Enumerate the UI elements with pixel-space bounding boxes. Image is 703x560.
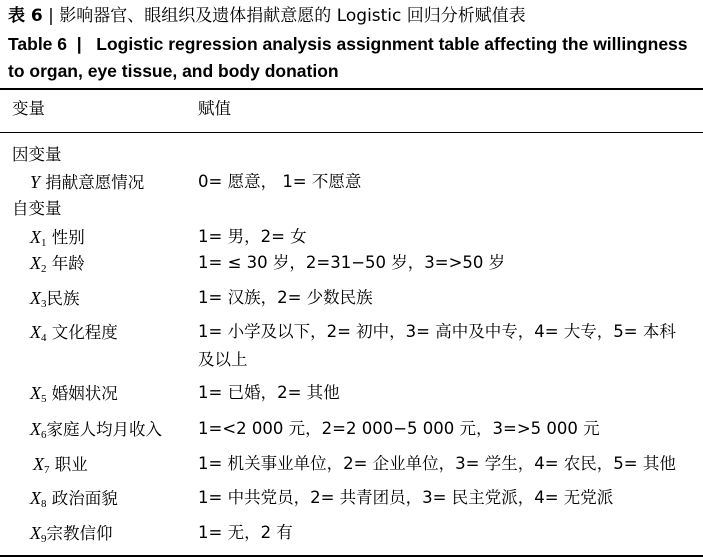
dependent-symbol: Y [30,172,41,192]
header-variable: 变量 [12,99,45,118]
independent-group-label: 自变量 [12,199,62,218]
variable-name: 宗教信仰 [46,524,113,543]
dependent-assignment: 0= 愿意， 1= 不愿意 [198,172,362,191]
table-row: $X_7$ 职业 [33,454,88,476]
variable-name: 民族 [46,289,80,308]
table-row: $X_1$ 性别 [30,227,85,249]
assignment-value: 1= 小学及以下，2= 初中，3= 高中及中专，4= 大专，5= 本科及以上 [198,322,676,369]
variable-name: 职业 [54,455,88,474]
variable-name: 家庭人均月收入 [46,420,162,439]
assignment-value: 1= 汉族，2= 少数民族 [198,288,373,307]
assignment-value: 1= 已婚，2= 其他 [198,383,340,402]
variable-name: 性别 [51,228,85,247]
header-assignment: 赋值 [198,99,231,118]
caption-separator-cn: | [48,6,54,26]
dependent-variable [30,169,144,196]
variable-name: 年龄 [51,254,85,273]
table-row: $X_3$民族 [30,288,80,310]
dependent-group-label: 因变量 [12,145,62,164]
table-row: $X_4$ 文化程度 [30,322,118,344]
table-bottom-rule [0,555,703,557]
table-row: $X_8$ 政治面貌 [30,488,118,510]
table-row: $X_2$ 年龄 [30,253,85,275]
caption-english [8,31,698,85]
assignment-value: 1= ≤ 30 岁，2=31−50 岁，3=>50 岁 [198,253,506,272]
table-row: $X_6$家庭人均月收入 [30,419,162,441]
caption-separator-en: | [76,34,82,54]
caption-label-cn: 表 6 [8,6,43,26]
table-header-rule [0,132,703,133]
variable-name: 政治面貌 [51,489,118,508]
table-top-rule [0,88,703,90]
assignment-value: 1=<2 000 元，2=2 000−5 000 元，3=>5 000 元 [198,419,600,438]
assignment-value: 1= 无，2 有 [198,523,293,542]
assignment-value: 1= 中共党员，2= 共青团员，3= 民主党派，4= 无党派 [198,488,614,507]
caption-label-en: Table 6 [8,34,68,54]
assignment-value: 1= 机关事业单位，2= 企业单位，3= 学生，4= 农民，5= 其他 [198,454,676,473]
variable-name: 婚姻状况 [51,384,118,403]
table-row: $X_9$宗教信仰 [30,523,113,545]
dependent-name: 捐献意愿情况 [45,173,145,192]
assignment-value: 1= 男，2= 女 [198,227,307,246]
caption-title-cn: 影响器官、眼组织及遗体捐献意愿的 Logistic 回归分析赋值表 [59,6,526,26]
caption-title-en: Logistic regression analysis assignment table affecting the willingness to organ, eye tissue, and body donation [8,34,688,81]
variable-name: 文化程度 [51,323,118,342]
table-row: $X_5$ 婚姻状况 [30,383,118,405]
caption-chinese [8,4,526,28]
